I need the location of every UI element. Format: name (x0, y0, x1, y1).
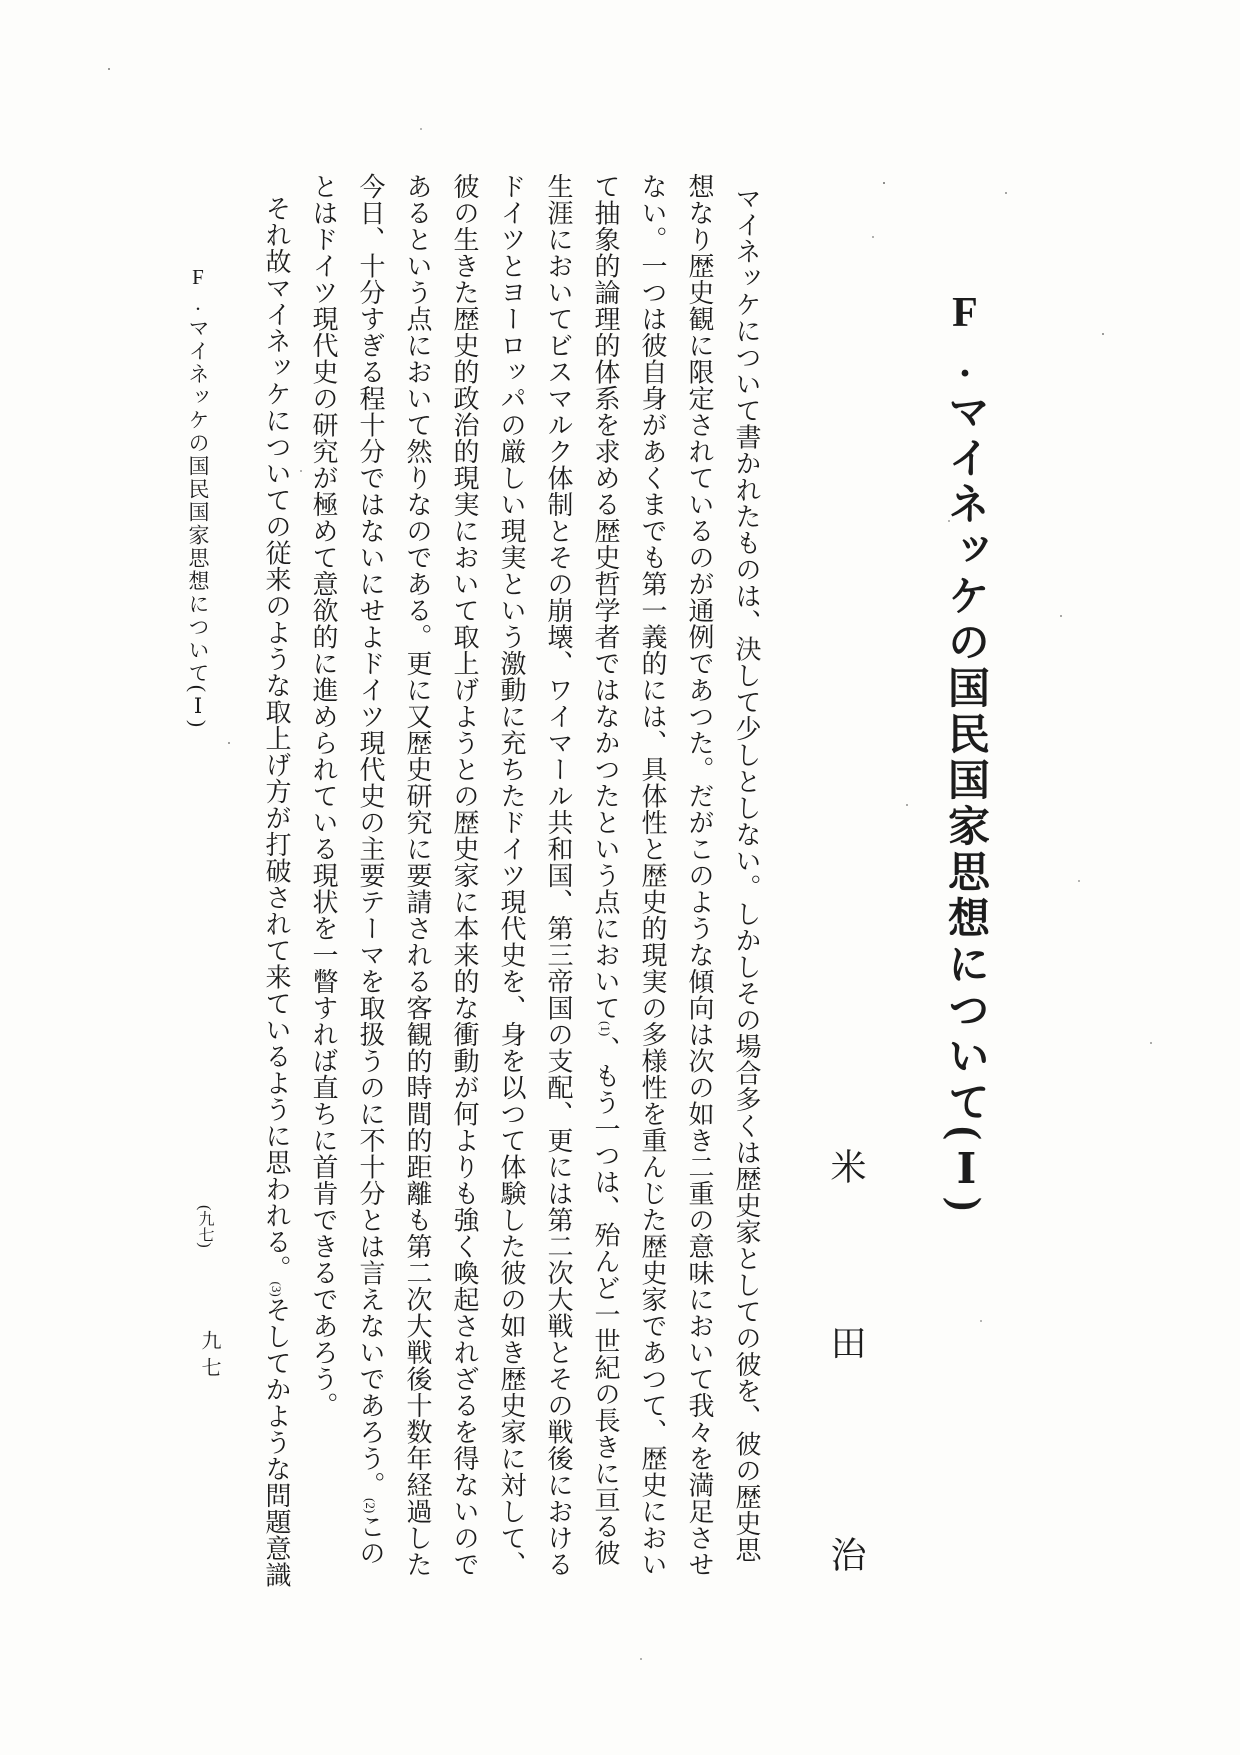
body-column-2: 想なり歴史観に限定されているのが通例であつた。だがこのような傾向は次の如き二重の意味において我々を満足させ (685, 173, 714, 1578)
article-title-main: F.マイネッケの国民国家思想について (942, 290, 988, 1126)
running-header-volume: (Ⅰ) (186, 685, 210, 729)
running-header-main: F.マイネッケの国民国家思想について (186, 265, 210, 685)
article-title-volume: (Ⅰ) (942, 1126, 988, 1215)
author-name-char: 米 (826, 1148, 866, 1184)
body-column-5: 生涯においてビスマルク体制とその崩壊、ワイマール共和国、第三帝国の支配、更には第二次大戦とその戦後における (544, 173, 573, 1578)
body-column-10: とはドイツ現代史の研究が極めて意欲的に進められている現状を一瞥すれば直ちに首肯できるであろう。 (309, 173, 338, 1419)
body-column-8: あるという点において然りなのである。更に又歴史研究に要請される客観的時間的距離も第二次大戦後十数年経過した (403, 173, 432, 1578)
page-number-parenthesized: (九七) (196, 1205, 213, 1248)
footnote-marker: (3) (269, 1281, 284, 1297)
body-column-1: マイネッケについて書かれたものは、決して少しとしない。しかしその場合多くは歴史家としての彼を、彼の歴史思 (732, 185, 761, 1563)
page-number: 九七 (198, 1330, 220, 1384)
body-column-7: 彼の生きた歴史的政治的現実において取上げようとの歴史家に本来的な衝動が何よりも強く喚起されざるを得ないので (450, 173, 479, 1578)
footnote-marker: (1) (598, 1021, 613, 1037)
body-column-3: ない。一つは彼自身があくまでも第一義的には、具体性と歴史的現実の多様性を重んじた歴史家であつて、歴史におい (638, 173, 667, 1578)
footnote-marker: (2) (363, 1498, 378, 1514)
body-column-11: それ故マイネッケについての従来のような取上げ方が打破されて来ているように思われる。(3)そしてかような問題意識 (262, 195, 291, 1589)
body-column-4: て抽象的論理的体系を求める歴史哲学者ではなかつたという点において(1)、もう一つは、殆んど一世紀の長きに亘る彼 (591, 173, 620, 1567)
article-title (940, 290, 990, 1215)
author-name-char: 治 (826, 1536, 866, 1572)
author-name-char: 田 (826, 1324, 866, 1360)
article-body (253, 173, 770, 1589)
body-column-6: ドイツとヨーロッパの厳しい現実という激動に充ちたドイツ現代史を、身を以つて体験した彼の如き歴史家に対して、 (497, 173, 526, 1578)
scan-noise (0, 0, 2, 2)
author-name (824, 1148, 868, 1572)
running-header (186, 265, 210, 729)
body-column-9: 今日、十分すぎる程十分ではないにせよドイツ現代史の主要テーマを取扱うのに不十分とは言えないであろう。(2)この (356, 173, 385, 1567)
